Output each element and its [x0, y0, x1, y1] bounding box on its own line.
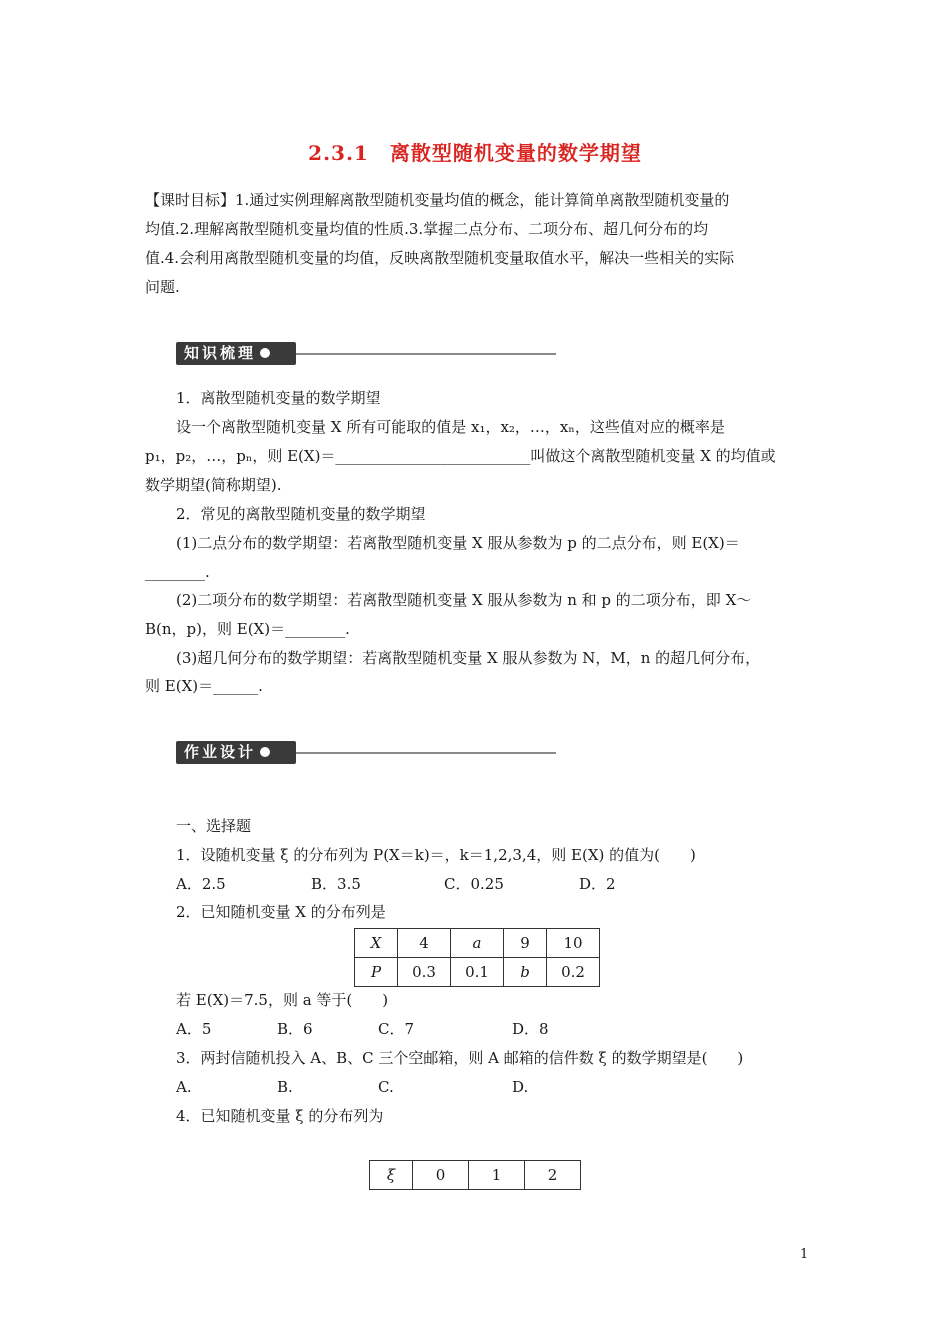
objectives-line-2: 均值.2.理解离散型随机变量均值的性质.3.掌握二点分布、二项分布、超几何分布的均	[145, 220, 709, 238]
table-cell: 0	[413, 1161, 469, 1190]
objectives-line-4: 问题.	[145, 278, 180, 296]
section-divider	[296, 353, 556, 355]
section-header-knowledge	[176, 342, 296, 365]
q3-option-d: D.	[512, 1078, 529, 1096]
q2-option-c: C．7	[378, 1020, 415, 1038]
q1-option-c: C．0.25	[444, 875, 504, 893]
question-3: 3．两封信随机投入 A、B、C 三个空邮箱，则 A 邮箱的信件数 ξ 的数学期望是( )	[176, 1049, 744, 1067]
q3-option-a: A.	[176, 1078, 192, 1096]
table-cell: a	[451, 929, 504, 958]
question-4: 4．已知随机变量 ξ 的分布列为	[176, 1107, 384, 1125]
table-cell: 10	[547, 929, 600, 958]
knowledge-line-9: B(n，p)，则 E(X)＝________.	[145, 620, 350, 638]
table-row	[355, 958, 600, 987]
table-cell: 1	[469, 1161, 525, 1190]
bullet-dot-icon	[260, 348, 270, 358]
table-cell: b	[504, 958, 547, 987]
q3-option-b: B.	[277, 1078, 293, 1096]
page-number: 1	[800, 1247, 809, 1262]
knowledge-line-11: 则 E(X)＝______.	[145, 677, 263, 695]
table-row	[370, 1161, 581, 1190]
q1-option-d: D．2	[579, 875, 616, 893]
q3-option-c: C.	[378, 1078, 394, 1096]
table-cell: 0.1	[451, 958, 504, 987]
section-header-homework	[176, 741, 296, 764]
bullet-dot-icon	[260, 747, 270, 757]
section-header-label: 知识梳理	[184, 344, 257, 362]
q1-option-b: B．3.5	[311, 875, 361, 893]
knowledge-line-6: (1)二点分布的数学期望：若离散型随机变量 X 服从参数为 p 的二点分布，则 E(X)＝	[176, 534, 740, 552]
knowledge-line-1: 1．离散型随机变量的数学期望	[176, 389, 381, 407]
knowledge-line-2: 设一个离散型随机变量 X 所有可能取的值是 x₁，x₂，…，xₙ，这些值对应的概率是	[176, 418, 725, 436]
objectives-line-1: 【课时目标】1.通过实例理解离散型随机变量均值的概念，能计算简单离散型随机变量的	[145, 191, 730, 209]
table-cell: P	[355, 958, 398, 987]
knowledge-line-10: (3)超几何分布的数学期望：若离散型随机变量 X 服从参数为 N，M，n 的超几何分布，	[176, 649, 761, 667]
section-header-label: 作业设计	[184, 743, 257, 761]
table-cell: 0.3	[398, 958, 451, 987]
objectives-line-3: 值.4.会利用离散型随机变量的均值，反映离散型随机变量取值水平，解决一些相关的实际	[145, 249, 735, 267]
knowledge-line-7: ________.	[145, 563, 210, 581]
knowledge-line-4: 数学期望(简称期望).	[145, 476, 282, 494]
exercise-heading: 一、选择题	[176, 817, 252, 835]
section-divider	[296, 752, 556, 754]
table-cell: 0.2	[547, 958, 600, 987]
table-row	[355, 929, 600, 958]
q2-option-a: A．5	[176, 1020, 212, 1038]
question-2-condition: 若 E(X)＝7.5，则 a 等于( )	[176, 991, 389, 1009]
table-cell: 2	[525, 1161, 581, 1190]
table-cell: ξ	[370, 1161, 413, 1190]
q1-option-a: A．2.5	[176, 875, 226, 893]
table-cell: 4	[398, 929, 451, 958]
page-title: 2.3.1 离散型随机变量的数学期望	[308, 141, 642, 165]
question-2: 2．已知随机变量 X 的分布列是	[176, 903, 386, 921]
knowledge-line-8: (2)二项分布的数学期望：若离散型随机变量 X 服从参数为 n 和 p 的二项分布，即 X～	[176, 591, 752, 609]
q4-distribution-table	[369, 1160, 581, 1190]
knowledge-line-5: 2．常见的离散型随机变量的数学期望	[176, 505, 426, 523]
question-1: 1．设随机变量 ξ 的分布列为 P(X＝k)＝，k＝1,2,3,4，则 E(X) 的值为( )	[176, 846, 696, 864]
knowledge-line-3: p₁，p₂，…，pₙ，则 E(X)＝__________________________叫做这个离散型随机变量 X 的均值或	[145, 447, 776, 465]
table-cell: X	[355, 929, 398, 958]
q2-option-d: D．8	[512, 1020, 549, 1038]
table-cell: 9	[504, 929, 547, 958]
q2-distribution-table	[354, 928, 600, 987]
q2-option-b: B．6	[277, 1020, 313, 1038]
